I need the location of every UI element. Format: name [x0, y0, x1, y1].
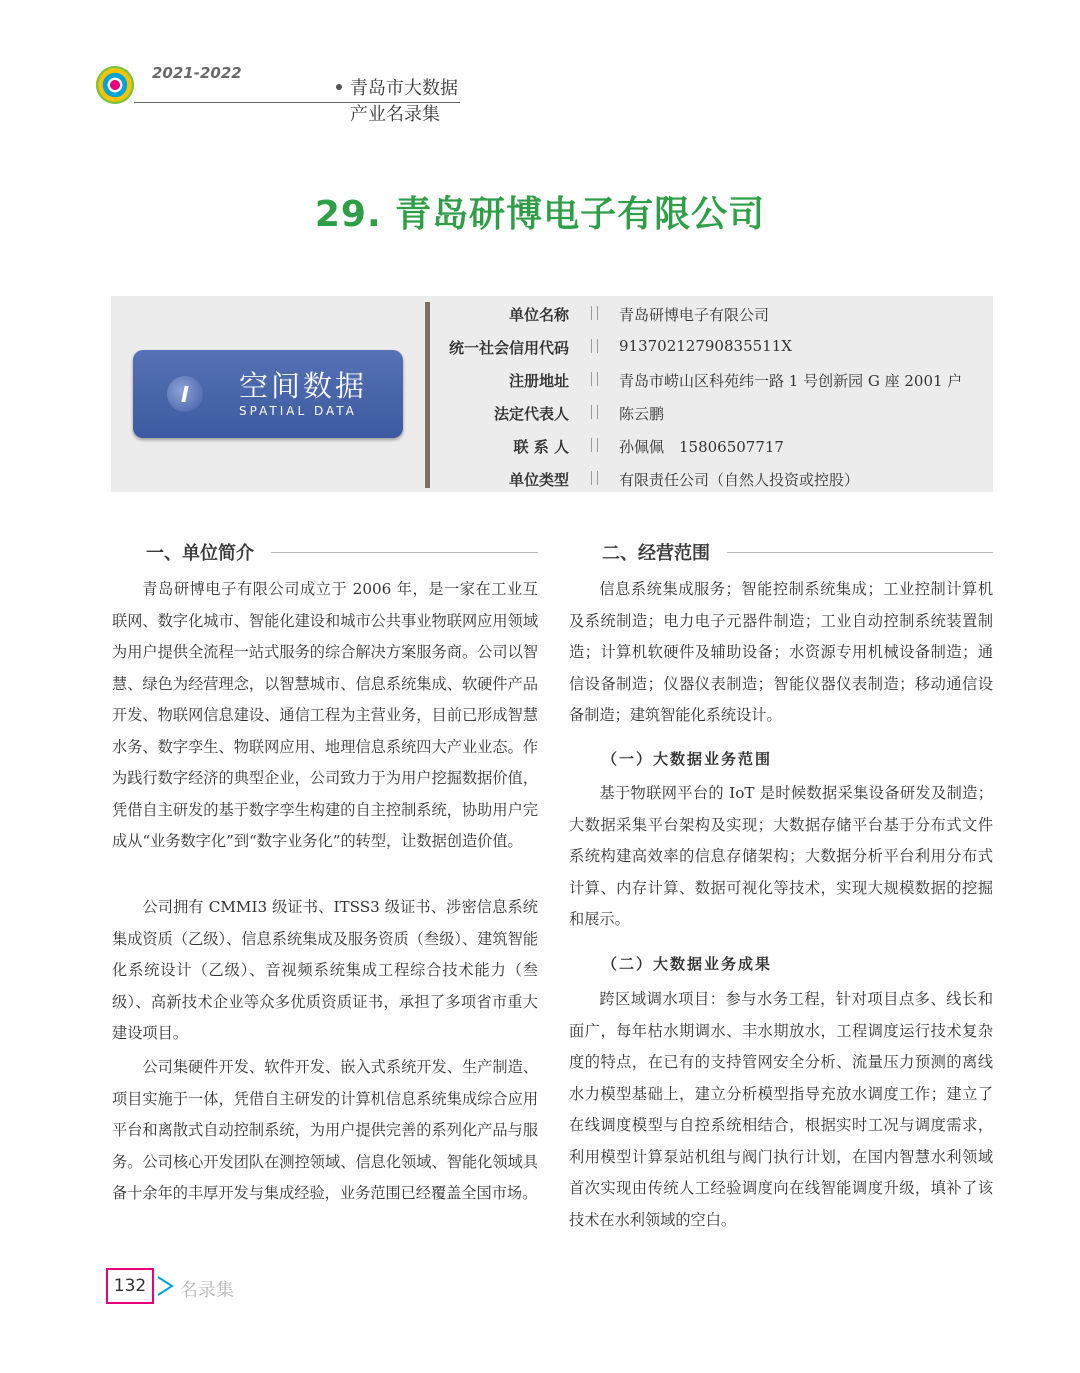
logo-text-en: SPATIAL DATA: [239, 404, 357, 418]
page-title: 29. 青岛研博电子有限公司: [314, 194, 766, 235]
info-row-address: [441, 366, 981, 394]
info-separator: [591, 471, 598, 485]
logo-text-cn: 空间数据: [239, 369, 368, 403]
section-rule: [727, 552, 993, 553]
info-label: 单位名称: [508, 306, 569, 324]
info-row-legal-rep: [441, 399, 981, 427]
info-label: 法定代表人: [493, 405, 569, 423]
info-value: 有限责任公司（自然人投资或控股）: [619, 471, 860, 489]
info-separator: [591, 405, 598, 419]
info-separator: [591, 438, 598, 452]
header-title: 青岛市大数据产业名录集: [350, 78, 458, 125]
info-row-credit-code: [441, 333, 981, 361]
intro-paragraph-1: 青岛研博电子有限公司成立于 2006 年，是一家在工业互联网、数字化城市、智能化建设和城市公共事业物联网应用领域为用户提供全流程一站式服务的综合解决方案服务商。公司以智慧、绿色为经营理念，以智慧城市、信息系统集成、软硬件产品开发、物联网信息建设、通信工程为主营业务，目前已形成智慧水务、数字孪生、物联网应用、地理信息系统四大产业业态。作为践行数字经济的典型企业，公司致力于为用户挖掘数据价值，凭借自主研发的基于数字孪生构建的自主控制系统，协助用户完成从“业务数字化”到“数字业务化”的转型，让数据创造价值。: [112, 580, 538, 850]
section-heading-scope: 二、经营范围: [602, 543, 710, 564]
info-label: 单位类型: [508, 471, 569, 489]
publication-logo-icon: [96, 66, 134, 104]
logo-mark-icon: [167, 376, 203, 412]
intro-paragraph-2: 公司拥有 CMMI3 级证书、ITSS3 级证书、涉密信息系统集成资质（乙级）、信息系统集成及服务资质（叁级）、建筑智能化系统设计（乙级）、音视频系统集成工程综合技术能力（叁级）、高新技术企业等众多优质资质证书，承担了多项省市重大建设项目。: [112, 898, 538, 1042]
info-row-contact: [441, 432, 981, 460]
header-bullet: [336, 84, 342, 90]
bigdata-scope-paragraph: 基于物联网平台的 IoT 是时候数据采集设备研发及制造；大数据采集平台架构及实现；大数据存储平台基于分布式文件系统构建高效率的信息存储架构；大数据分析平台利用分布式计算、内存计算、数据可视化等技术，实现大规模数据的挖掘和展示。: [569, 784, 993, 928]
info-label: 统一社会信用代码: [448, 339, 569, 357]
info-row-name: [441, 300, 981, 328]
subheading-bigdata-scope: （一）大数据业务范围: [602, 750, 773, 768]
running-header: [96, 62, 462, 125]
scope-paragraph: 信息系统集成服务；智能控制系统集成；工业控制计算机及系统制造；电力电子元器件制造；工业自动控制系统装置制造；计算机软硬件及辅助设备；水资源专用机械设备制造；通信设备制造；仪器仪表制造；智能仪器仪表制造；移动通信设备制造；建筑智能化系统设计。: [569, 580, 993, 724]
info-value: 91370212790835511X: [619, 337, 792, 355]
section-rule: [271, 552, 538, 553]
company-info-box: [111, 296, 993, 492]
info-value: 青岛市崂山区科苑纬一路 1 号创新园 G 座 2001 户: [619, 372, 963, 390]
info-row-type: [441, 465, 981, 493]
section-heading-intro: 一、单位简介: [146, 543, 254, 564]
info-divider: [425, 302, 430, 488]
intro-paragraph-3: 公司集硬件开发、软件开发、嵌入式系统开发、生产制造、项目实施于一体，凭借自主研发的计算机信息系统集成综合应用平台和离散式自动控制系统，为用户提供完善的系列化产品与服务。公司核心开发团队在测控领域、信息化领域、智能化领域具备十余年的丰厚开发与集成经验，业务范围已经覆盖全国市场。: [112, 1058, 538, 1202]
info-value: 孙佩佩 15806507717: [619, 438, 784, 456]
info-value: 陈云鹏: [619, 405, 665, 423]
info-separator: [591, 306, 598, 320]
bigdata-results-paragraph: 跨区域调水项目：参与水务工程，针对项目点多、线长和面广，每年枯水期调水、丰水期放水，工程调度运行技术复杂度的特点，在已有的支持管网安全分析、流量压力预测的离线水力模型基础上，建立分析模型指导充放水调度工作；建立了在线调度模型与自控系统相结合，根据实时工况与调度需求，利用模型计算泵站机组与阀门执行计划，在国内智慧水利领域首次实现由传统人工经验调度向在线智能调度升级，填补了该技术在水利领域的空白。: [569, 990, 993, 1229]
footer-label: 名录集: [180, 1280, 234, 1301]
page-number: 132: [106, 1268, 154, 1304]
info-label: 注册地址: [508, 372, 569, 390]
info-value: 青岛研博电子有限公司: [619, 306, 770, 324]
header-year: 2021-2022: [152, 64, 242, 82]
info-separator: [591, 339, 598, 353]
info-separator: [591, 372, 598, 386]
page-arrow-icon: [156, 1275, 176, 1297]
subheading-bigdata-results: （二）大数据业务成果: [602, 955, 773, 973]
header-rule: [134, 102, 460, 103]
info-label: 联 系 人: [513, 438, 569, 456]
company-logo: [133, 350, 403, 438]
